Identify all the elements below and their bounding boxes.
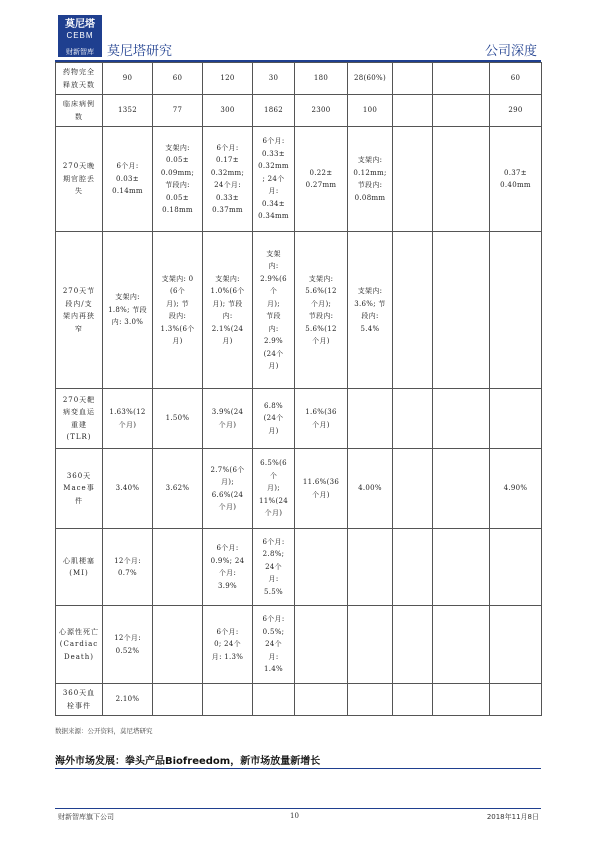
table-cell	[433, 127, 490, 232]
table-cell: 0.22± 0.27mm	[295, 127, 348, 232]
table-cell	[393, 63, 433, 95]
logo-sub: 财新智库	[58, 47, 102, 57]
table-cell: 100	[348, 95, 393, 127]
table-cell: 6个月: 0; 24个 月: 1.3%	[203, 606, 253, 684]
table-cell	[433, 232, 490, 389]
table-cell: 12个月: 0.52%	[103, 606, 153, 684]
report-type: 公司深度	[484, 44, 537, 59]
table-cell: 支架内: 1.8%; 节段 内: 3.0%	[103, 232, 153, 389]
table-cell: 300	[203, 95, 253, 127]
table-cell: 2.10%	[103, 684, 153, 716]
table-cell: 11.6%(36 个月)	[295, 449, 348, 529]
table-cell	[433, 389, 490, 449]
table-cell: 支架内: 0.12mm; 节段内: 0.08mm	[348, 127, 393, 232]
table-cell	[393, 127, 433, 232]
footer-company: 财新智库旗下公司	[58, 813, 114, 821]
table-cell: 6个月: 0.5%; 24个 月: 1.4%	[253, 606, 295, 684]
table-cell	[490, 606, 542, 684]
table-cell: 60	[153, 63, 203, 95]
table-cell	[433, 449, 490, 529]
table-cell: 6.5%(6 个 月); 11%(24 个月)	[253, 449, 295, 529]
table-cell	[433, 63, 490, 95]
table-cell: 1.63%(12 个月)	[103, 389, 153, 449]
table-cell	[393, 389, 433, 449]
table-cell: 支架 内: 2.9%(6 个 月); 节段 内: 2.9% (24个 月)	[253, 232, 295, 389]
page-number: 10	[290, 812, 299, 820]
table-row	[56, 529, 542, 606]
table-cell: 3.62%	[153, 449, 203, 529]
table-row	[56, 127, 542, 232]
table-cell: 4.90%	[490, 449, 542, 529]
table-cell: 1.6%(36 个月)	[295, 389, 348, 449]
table-row	[56, 232, 542, 389]
table-cell	[348, 684, 393, 716]
table-cell	[393, 606, 433, 684]
table-row	[56, 63, 542, 95]
table-cell: 支架内: 3.6%; 节 段内: 5.4%	[348, 232, 393, 389]
table-cell: 6.8% (24个 月)	[253, 389, 295, 449]
table-cell: 6个月: 0.17± 0.32mm; 24个月: 0.33± 0.37mm	[203, 127, 253, 232]
table-cell: 支架内: 1.0%(6个 月); 节段 内: 2.1%(24 月)	[203, 232, 253, 389]
source-note: 数据来源：公开资料，莫尼塔研究	[55, 727, 153, 735]
table-cell: 180	[295, 63, 348, 95]
table-cell: 6个月: 0.03± 0.14mm	[103, 127, 153, 232]
table-cell: 2300	[295, 95, 348, 127]
table-cell: 6个月: 0.9%; 24 个月: 3.9%	[203, 529, 253, 606]
table-cell	[433, 95, 490, 127]
table-cell: 90	[103, 63, 153, 95]
table-row	[56, 389, 542, 449]
table-cell: 30	[253, 63, 295, 95]
table-cell: 3.40%	[103, 449, 153, 529]
table-row	[56, 449, 542, 529]
section-heading: 海外市场发展：拳头产品Biofreedom，新市场放量新增长	[55, 756, 321, 767]
table-cell	[153, 684, 203, 716]
table-cell	[253, 684, 295, 716]
table-cell: 77	[153, 95, 203, 127]
brand-title: 莫尼塔研究	[107, 44, 173, 59]
row-label: 270天晚 期官腔丢 失	[56, 127, 103, 232]
footer-rule	[55, 808, 541, 809]
table-cell	[393, 232, 433, 389]
row-label: 360天血 栓事件	[56, 684, 103, 716]
table-cell	[393, 95, 433, 127]
table-cell	[393, 449, 433, 529]
table-row	[56, 606, 542, 684]
table-cell: 0.37± 0.40mm	[490, 127, 542, 232]
table-cell: 6个月: 0.33± 0.32mm ; 24个 月: 0.34± 0.34mm	[253, 127, 295, 232]
logo-en: CEBM	[66, 31, 94, 40]
table-row	[56, 684, 542, 716]
table-cell: 4.00%	[348, 449, 393, 529]
table-cell	[393, 529, 433, 606]
table-cell: 1.50%	[153, 389, 203, 449]
table-cell	[490, 684, 542, 716]
table-cell: 290	[490, 95, 542, 127]
table-cell: 2.7%(6个 月); 6.6%(24 个月)	[203, 449, 253, 529]
row-label: 360天 Mace事 件	[56, 449, 103, 529]
logo	[58, 15, 102, 47]
section-rule	[55, 768, 541, 769]
table-cell: 1352	[103, 95, 153, 127]
table-cell	[348, 606, 393, 684]
page-header	[55, 12, 541, 60]
row-label: 临床病例 数	[56, 95, 103, 127]
table-cell	[348, 389, 393, 449]
footer-date: 2018年11月8日	[486, 813, 539, 821]
table-cell	[490, 232, 542, 389]
table-cell: 120	[203, 63, 253, 95]
row-label: 药物完全 释放天数	[56, 63, 103, 95]
table-cell: 12个月: 0.7%	[103, 529, 153, 606]
row-label: 心肌梗塞 (MI)	[56, 529, 103, 606]
table-cell	[295, 529, 348, 606]
logo-cn: 莫尼塔	[65, 19, 95, 30]
table-cell	[153, 529, 203, 606]
table-cell: 3.9%(24 个月)	[203, 389, 253, 449]
table-cell: 支架内: 5.6%(12 个月); 节段内: 5.6%(12 个月)	[295, 232, 348, 389]
table-cell	[295, 606, 348, 684]
row-label: 270天节 段内/支 架内再狭 窄	[56, 232, 103, 389]
table-cell: 28(60%)	[348, 63, 393, 95]
table-cell	[433, 529, 490, 606]
table-cell: 6个月: 2.8%; 24个 月: 5.5%	[253, 529, 295, 606]
table-cell	[433, 606, 490, 684]
table-cell	[203, 684, 253, 716]
table-cell	[490, 529, 542, 606]
table-cell: 支架内: 0 (6个 月); 节 段内: 1.3%(6个 月)	[153, 232, 203, 389]
table-cell	[295, 684, 348, 716]
comparison-table	[55, 62, 542, 716]
table-cell: 60	[490, 63, 542, 95]
row-label: 心源性死亡 (Cardiac Death)	[56, 606, 103, 684]
row-label: 270天靶 病变血运 重建 (TLR)	[56, 389, 103, 449]
table-cell	[348, 529, 393, 606]
table-row	[56, 95, 542, 127]
table-cell	[393, 684, 433, 716]
table-cell: 支架内: 0.05± 0.09mm; 节段内: 0.05± 0.18mm	[153, 127, 203, 232]
table-cell	[153, 606, 203, 684]
table-cell: 1862	[253, 95, 295, 127]
table-cell	[490, 389, 542, 449]
table-cell	[433, 684, 490, 716]
